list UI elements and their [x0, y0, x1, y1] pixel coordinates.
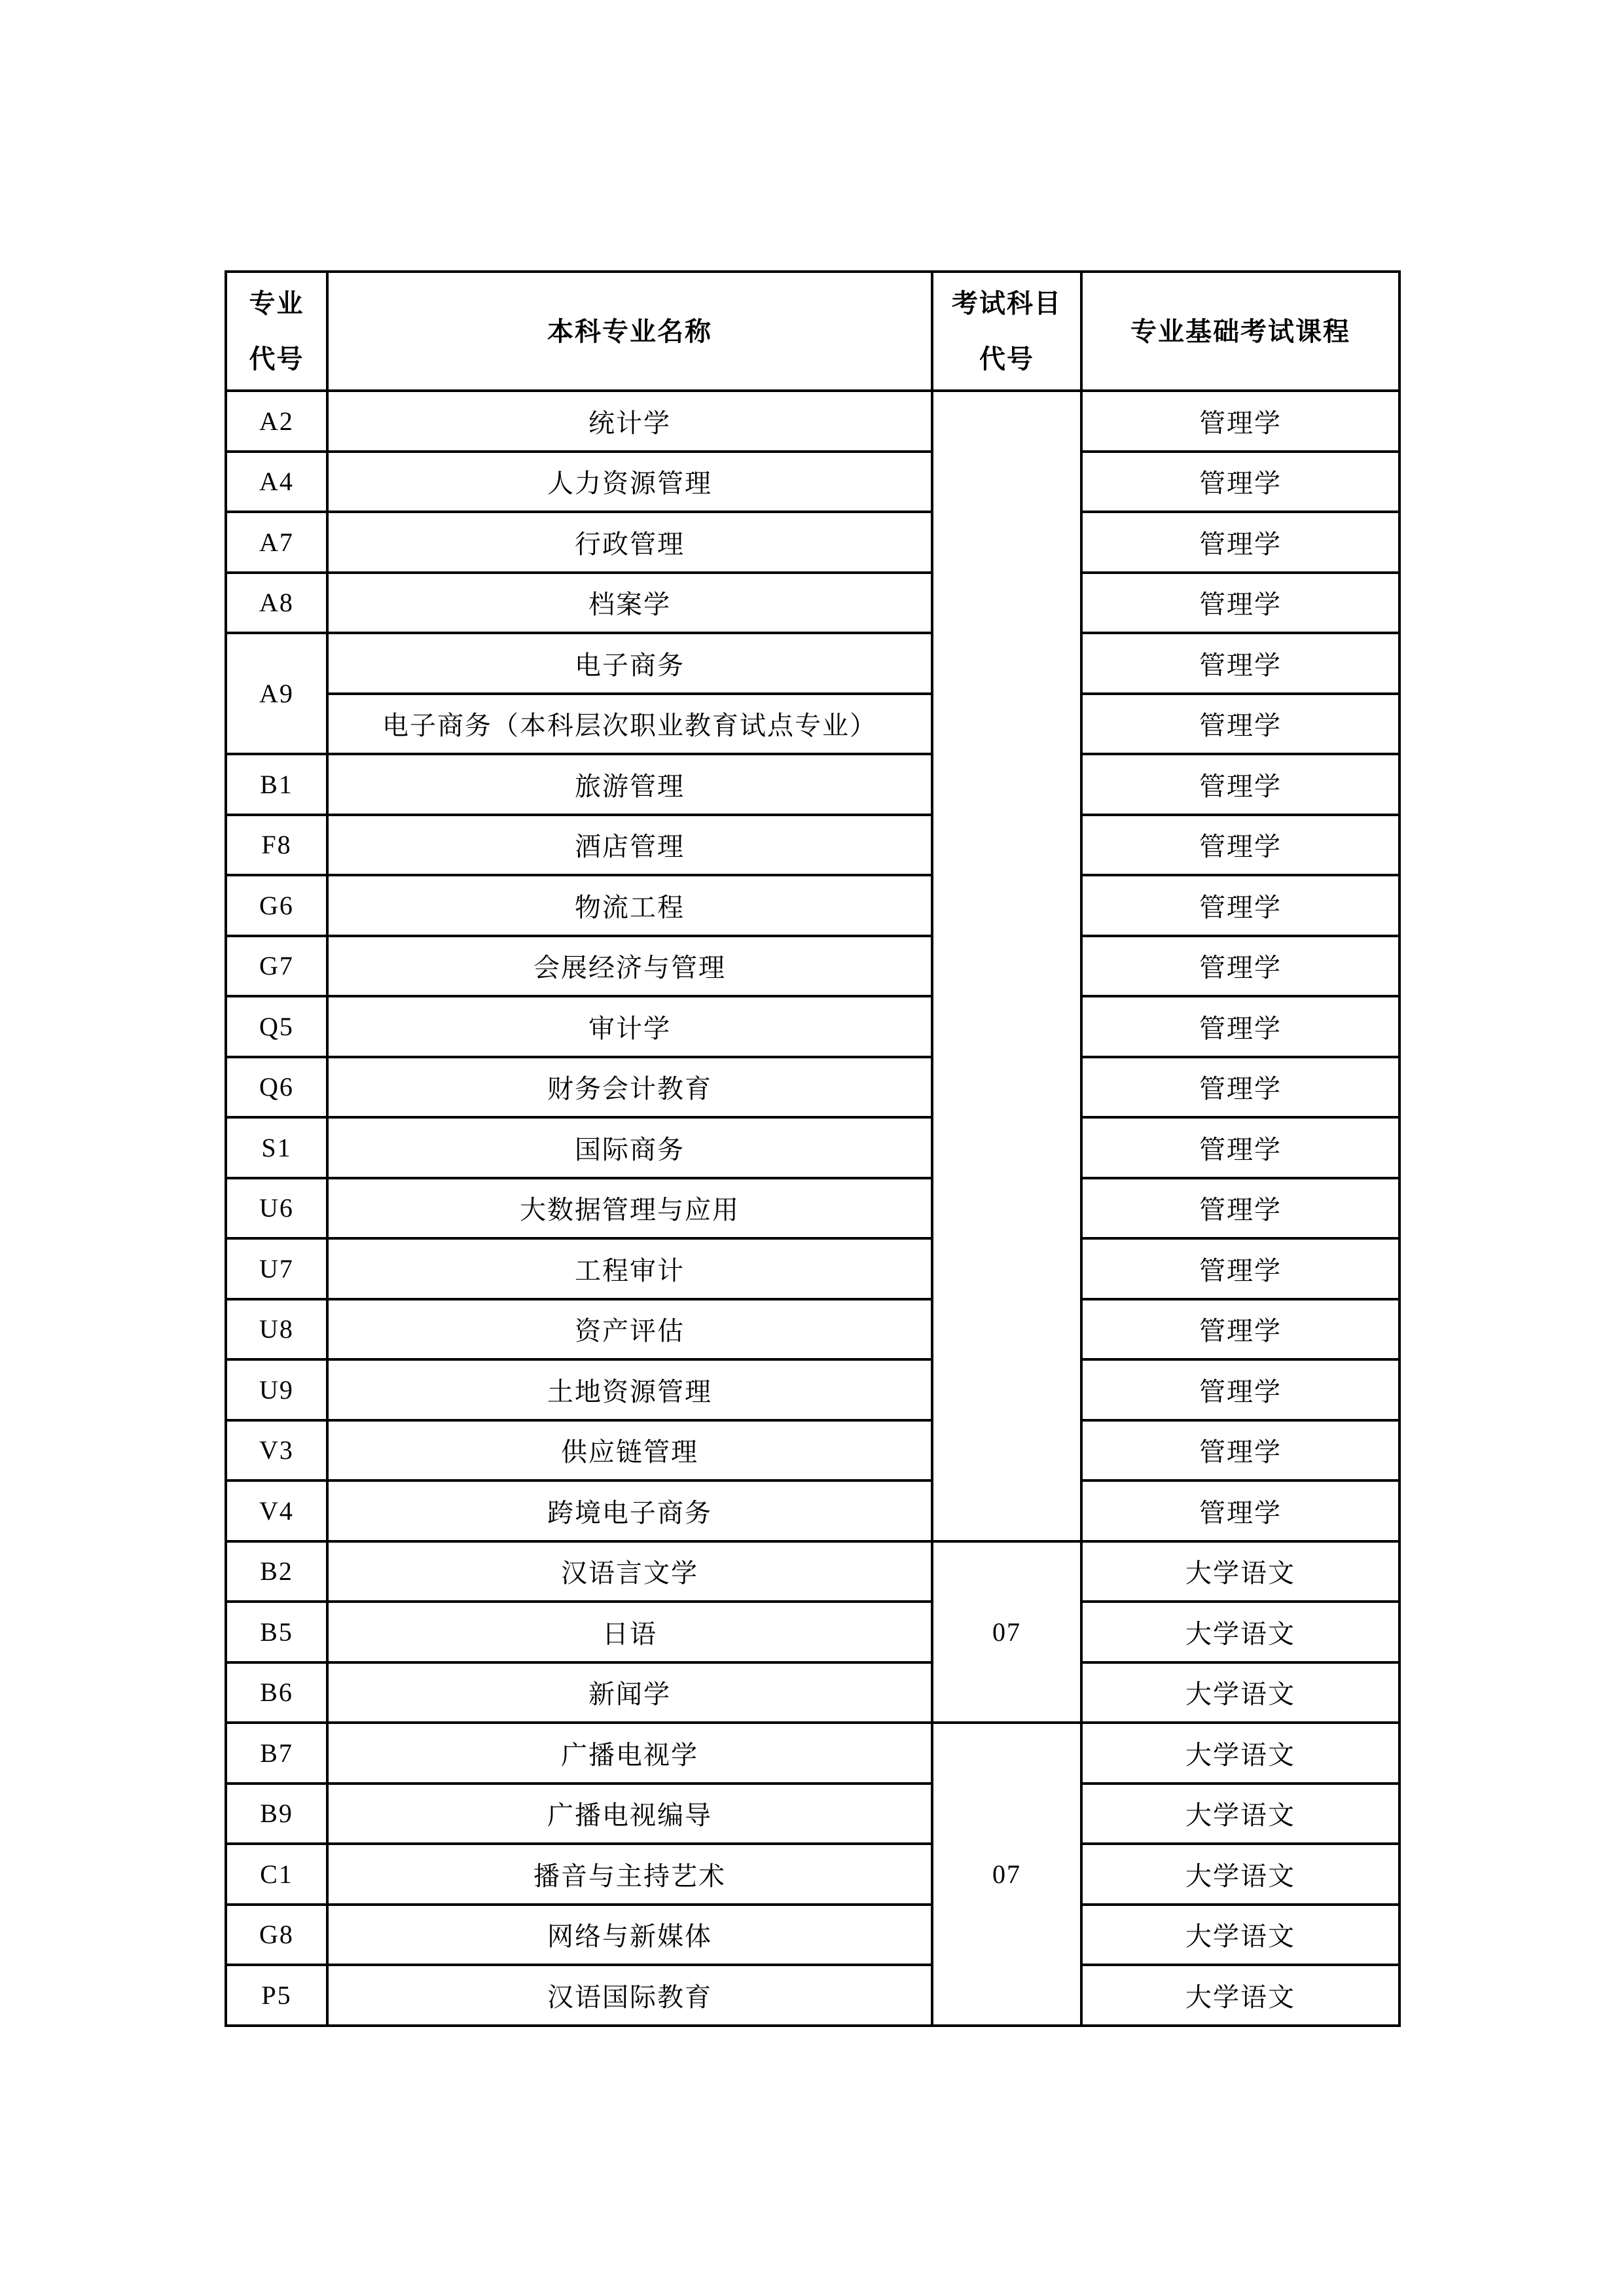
- major-code-cell: Q6: [226, 1057, 327, 1118]
- header-line: 本科专业名称: [547, 316, 712, 346]
- table-row: [226, 1723, 1399, 1784]
- header-row: [226, 272, 1399, 391]
- major-code-cell: G8: [226, 1905, 327, 1965]
- table-row: [226, 573, 1399, 634]
- table-row: [226, 815, 1399, 876]
- major-name-cell: 网络与新媒体: [327, 1905, 932, 1965]
- table-row: [226, 875, 1399, 936]
- header-line: 代号: [979, 344, 1034, 374]
- table-row: [226, 1299, 1399, 1360]
- basic-exam-course-cell: 大学语文: [1081, 1784, 1399, 1844]
- major-name-cell: 土地资源管理: [327, 1359, 932, 1420]
- major-name-cell: 档案学: [327, 573, 932, 634]
- major-code-cell: G6: [226, 875, 327, 936]
- basic-exam-course-cell: 大学语文: [1081, 1602, 1399, 1662]
- basic-exam-course-cell: 管理学: [1081, 573, 1399, 634]
- table-row: [226, 936, 1399, 997]
- major-code-cell: U9: [226, 1359, 327, 1420]
- col-header-exam-subject-code: [932, 272, 1081, 391]
- major-code-cell: U6: [226, 1178, 327, 1239]
- major-name-cell: 资产评估: [327, 1299, 932, 1360]
- major-name-cell: 审计学: [327, 996, 932, 1057]
- major-name-cell: 人力资源管理: [327, 452, 932, 512]
- basic-exam-course-cell: 管理学: [1081, 1299, 1399, 1360]
- basic-exam-course-cell: 管理学: [1081, 1359, 1399, 1420]
- major-code-cell: P5: [226, 1965, 327, 2026]
- header-line: 专业: [249, 289, 304, 318]
- major-name-cell: 广播电视学: [327, 1723, 932, 1784]
- basic-exam-course-cell: 管理学: [1081, 754, 1399, 815]
- major-name-cell: 电子商务: [327, 633, 932, 694]
- basic-exam-course-cell: 管理学: [1081, 996, 1399, 1057]
- basic-exam-course-cell: 管理学: [1081, 452, 1399, 512]
- exam-subject-code-cell: 07: [932, 1541, 1081, 1723]
- table-row: [226, 1238, 1399, 1299]
- major-name-cell: 日语: [327, 1602, 932, 1662]
- major-code-cell: B2: [226, 1541, 327, 1602]
- basic-exam-course-cell: 管理学: [1081, 391, 1399, 452]
- major-name-cell: 广播电视编导: [327, 1784, 932, 1844]
- major-code-cell: B9: [226, 1784, 327, 1844]
- basic-exam-course-cell: 大学语文: [1081, 1662, 1399, 1723]
- basic-exam-course-cell: 大学语文: [1081, 1844, 1399, 1905]
- major-name-cell: 汉语言文学: [327, 1541, 932, 1602]
- exam-subject-code-cell: 07: [932, 1723, 1081, 2026]
- exam-subject-code-cell: [932, 391, 1081, 1541]
- major-name-cell: 行政管理: [327, 512, 932, 573]
- basic-exam-course-cell: 管理学: [1081, 1480, 1399, 1541]
- col-header-major-name: [327, 272, 932, 391]
- major-code-cell: V3: [226, 1420, 327, 1481]
- major-name-cell: 电子商务（本科层次职业教育试点专业）: [327, 694, 932, 755]
- table-row: [226, 1178, 1399, 1239]
- basic-exam-course-cell: 管理学: [1081, 512, 1399, 573]
- major-name-cell: 旅游管理: [327, 754, 932, 815]
- table-row: [226, 1905, 1399, 1965]
- table-row: [226, 1844, 1399, 1905]
- major-name-cell: 工程审计: [327, 1238, 932, 1299]
- basic-exam-course-cell: 管理学: [1081, 1057, 1399, 1118]
- major-name-cell: 酒店管理: [327, 815, 932, 876]
- major-code-cell: V4: [226, 1480, 327, 1541]
- col-header-major-code: [226, 272, 327, 391]
- major-name-cell: 播音与主持艺术: [327, 1844, 932, 1905]
- major-code-cell: A8: [226, 573, 327, 634]
- major-name-cell: 会展经济与管理: [327, 936, 932, 997]
- basic-exam-course-cell: 管理学: [1081, 633, 1399, 694]
- col-header-basic-exam-course: [1081, 272, 1399, 391]
- table-row: [226, 1480, 1399, 1541]
- basic-exam-course-cell: 大学语文: [1081, 1905, 1399, 1965]
- major-name-cell: 大数据管理与应用: [327, 1178, 932, 1239]
- major-name-cell: 新闻学: [327, 1662, 932, 1723]
- major-name-cell: 国际商务: [327, 1117, 932, 1178]
- table-row: [226, 694, 1399, 755]
- major-code-cell: Q5: [226, 996, 327, 1057]
- major-name-cell: 财务会计教育: [327, 1057, 932, 1118]
- table-body: [226, 391, 1399, 2026]
- basic-exam-course-cell: 管理学: [1081, 815, 1399, 876]
- major-code-cell: U7: [226, 1238, 327, 1299]
- major-code-cell: A4: [226, 452, 327, 512]
- table-row: [226, 1420, 1399, 1481]
- major-code-cell: B1: [226, 754, 327, 815]
- header-line: 考试科目: [952, 289, 1062, 318]
- table-row: [226, 1602, 1399, 1662]
- basic-exam-course-cell: 管理学: [1081, 1238, 1399, 1299]
- table-row: [226, 1784, 1399, 1844]
- basic-exam-course-cell: 管理学: [1081, 1420, 1399, 1481]
- major-code-cell: A9: [226, 633, 327, 754]
- basic-exam-course-cell: 大学语文: [1081, 1965, 1399, 2026]
- major-code-cell: B6: [226, 1662, 327, 1723]
- major-code-cell: B7: [226, 1723, 327, 1784]
- basic-exam-course-cell: 管理学: [1081, 694, 1399, 755]
- table-row: [226, 1541, 1399, 1602]
- major-code-cell: G7: [226, 936, 327, 997]
- table-row: [226, 512, 1399, 573]
- majors-table: [225, 270, 1401, 2027]
- basic-exam-course-cell: 管理学: [1081, 936, 1399, 997]
- table-header: [226, 272, 1399, 391]
- major-code-cell: U8: [226, 1299, 327, 1360]
- table-row: [226, 452, 1399, 512]
- major-code-cell: A7: [226, 512, 327, 573]
- basic-exam-course-cell: 大学语文: [1081, 1541, 1399, 1602]
- table-row: [226, 633, 1399, 694]
- basic-exam-course-cell: 管理学: [1081, 875, 1399, 936]
- table-row: [226, 1057, 1399, 1118]
- major-name-cell: 汉语国际教育: [327, 1965, 932, 2026]
- table-row: [226, 391, 1399, 452]
- major-code-cell: S1: [226, 1117, 327, 1178]
- basic-exam-course-cell: 管理学: [1081, 1117, 1399, 1178]
- table-row: [226, 1117, 1399, 1178]
- table-row: [226, 1662, 1399, 1723]
- major-code-cell: F8: [226, 815, 327, 876]
- major-name-cell: 供应链管理: [327, 1420, 932, 1481]
- basic-exam-course-cell: 大学语文: [1081, 1723, 1399, 1784]
- header-line: 代号: [249, 344, 304, 374]
- header-line: 专业基础考试课程: [1130, 316, 1350, 346]
- basic-exam-course-cell: 管理学: [1081, 1178, 1399, 1239]
- table-row: [226, 754, 1399, 815]
- major-code-cell: A2: [226, 391, 327, 452]
- major-name-cell: 跨境电子商务: [327, 1480, 932, 1541]
- table-row: [226, 1965, 1399, 2026]
- table-row: [226, 996, 1399, 1057]
- major-code-cell: B5: [226, 1602, 327, 1662]
- major-name-cell: 物流工程: [327, 875, 932, 936]
- major-name-cell: 统计学: [327, 391, 932, 452]
- major-code-cell: C1: [226, 1844, 327, 1905]
- table-row: [226, 1359, 1399, 1420]
